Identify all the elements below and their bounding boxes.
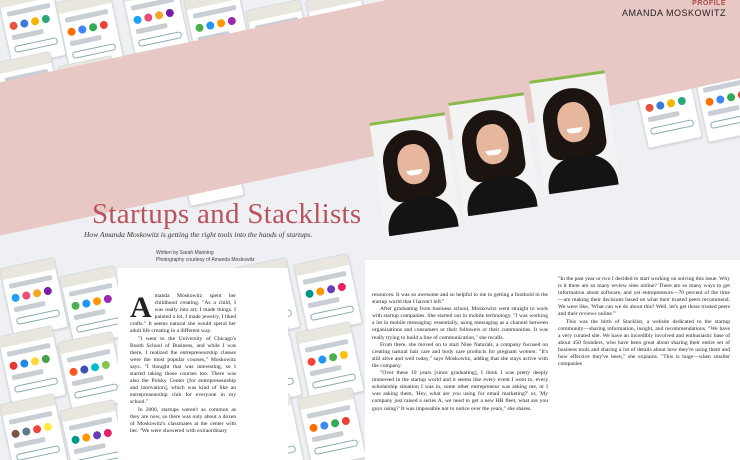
tool-logo-icon [11,293,20,302]
tool-logo-icon [92,431,101,440]
tool-logo-icon [43,286,52,295]
tool-logo-icon [41,14,50,23]
tool-logo-icon [307,357,316,366]
tool-logo-icon [92,297,101,306]
article-subtitle: How Amanda Moskowitz is getting the right tools into the hands of startups. [84,230,313,239]
section-label: PROFILE [692,0,726,7]
tool-logo-icon [30,17,39,26]
tool-logo-icon [9,361,18,370]
tool-logo-icon [227,16,236,25]
tool-logo-icon [9,21,18,30]
stacklist-card [0,257,69,339]
stacklist-card [0,393,69,460]
tool-logo-icon [80,365,89,374]
tool-logo-icon [69,367,78,376]
tool-logo-icon [71,301,80,310]
paragraph: In 2006, startups weren't as common as they are now, so there was only about a dozen of Moskowitz's classmates at the center with her. "We were showered with extraordinary [130,406,236,434]
tool-logo-icon [90,363,99,372]
stacklist-card [293,253,363,335]
tool-logo-icon [645,103,654,112]
stacklist-card [57,331,127,413]
article-credits [156,250,255,264]
tool-logo-icon [20,19,29,28]
paragraph: "I went to the University of Chicago's Booth School of Business, and while I was there, I realized the entrepreneurship classes were the most popular courses," Moskowitz says. "I thought that was interesting, so I started taking those courses too. There was also the Polsky Center [for entrepreneurship and innovation], which was kind of like an entrepreneurship club for everyone in my school." [130,335,236,406]
stacklist-card [0,325,67,407]
article-column-3 [558,276,730,368]
tool-logo-icon [337,282,346,291]
article-column-1 [130,293,236,435]
article-column-2 [372,292,548,413]
tool-logo-icon [20,359,29,368]
tool-logo-icon [43,422,52,431]
tool-logo-icon [30,357,39,366]
drop-cap: A [130,291,152,324]
tool-logo-icon [22,427,31,436]
tool-logo-icon [101,360,110,369]
photo-credit: Photography courtesy of Amanda Moskowitz [156,257,255,263]
tool-logo-icon [165,8,174,17]
tool-logo-icon [195,23,204,32]
byline: Written by Sarah Manning [156,250,214,256]
tool-logo-icon [341,416,350,425]
portrait-photo-3 [529,70,620,194]
tool-logo-icon [330,419,339,428]
tool-logo-icon [726,93,735,102]
tool-logo-icon [666,99,675,108]
tool-logo-icon [82,433,91,442]
tool-logo-icon [88,23,97,32]
paragraph: manda Moskowitz spent her childhood creating. "As a child, I was really into art; I made things. I painted a lot, I made jewelry, I liked crafts." It seems natural she would spend her adult life creating in a different way. [130,293,236,335]
tool-logo-icon [99,20,108,29]
tool-logo-icon [103,294,112,303]
profile-name: AMANDA MOSKOWITZ [621,8,726,18]
tool-logo-icon [326,285,335,294]
tool-logo-icon [22,291,31,300]
tool-logo-icon [11,429,20,438]
tool-logo-icon [309,423,318,432]
tool-logo-icon [339,350,348,359]
paragraph: From there, she moved on to start Nine Naturals, a company focused on creating natural hair care and body care products for pregnant women: "It's still alive and well today," says Moskowitz, adding that she stays active with the company. [372,341,548,369]
tool-logo-icon [144,13,153,22]
tool-logo-icon [32,289,41,298]
tool-logo-icon [32,425,41,434]
tool-logo-icon [71,435,80,444]
paragraph: This was the birth of Stacklist, a website dedicated to the startup community—sharing information, insight, and recommendations. "We have a very curated site. We have an incredibly involved and enthusiastic base of about 450 founders, who have been great about sharing their entire set of business tools and sharing a lot of details about how they're using them and how effective they've been," she explains. "This is huge—when smaller companies [558,318,730,368]
tool-logo-icon [705,97,714,106]
tool-logo-icon [656,101,665,110]
tool-logo-icon [716,95,725,104]
stacklist-card [297,387,367,460]
tool-logo-icon [328,353,337,362]
paragraph: After graduating from business school, Moskowitz went straight to work with startup companies. She started out in mobile technology. "I was working a lot in mobile messaging: essentially, using messaging as a channel between organizations and consumers or their followers or their communities. It was really trying to build a line of communication," she recalls. [372,306,548,341]
tool-logo-icon [316,287,325,296]
tool-logo-icon [206,21,215,30]
tool-logo-icon [305,289,314,298]
page-header [622,0,726,18]
tool-logo-icon [41,354,50,363]
tool-logo-icon [216,19,225,28]
tool-logo-icon [82,299,91,308]
tool-logo-icon [78,25,87,34]
tool-logo-icon [103,428,112,437]
tool-logo-icon [67,27,76,36]
tool-logo-icon [154,11,163,20]
paragraph: resources. It was so awesome and so helpful to me in getting a foothold in the startup world that I haven't left." [372,292,548,306]
tool-logo-icon [677,96,686,105]
tool-logo-icon [133,15,142,24]
paragraph: "In the past year or two I decided to start working on solving this issue. Why is it there are so many review sites online? There are so many ways to get information about software, and yet entrepreneurs—70 percent of the time—are making their decisions based on what their trusted peers recommend. We were like, 'What can we do about this? Well, let's get those trusted peers and their reviews online.'" [558,276,730,318]
portrait-photo-2 [448,92,539,216]
portrait-photo-1 [369,112,460,236]
paragraph: "Over these 10 years [since graduating], I think I was pretty deeply immersed in the startup world and it seems like every event I went to, every scholarship situation I was in, some other entrepreneur was asking me, or I was asking them, 'Hey, what are you using for email marketing?' or, 'My company just raised a series A, we need to get a new HR fleet, what are you guys using?' It was impossible not to notice over the years," she shares. [372,370,548,412]
tool-logo-icon [318,355,327,364]
tool-logo-icon [320,421,329,430]
article-title: Startups and Stacklists [92,198,362,230]
